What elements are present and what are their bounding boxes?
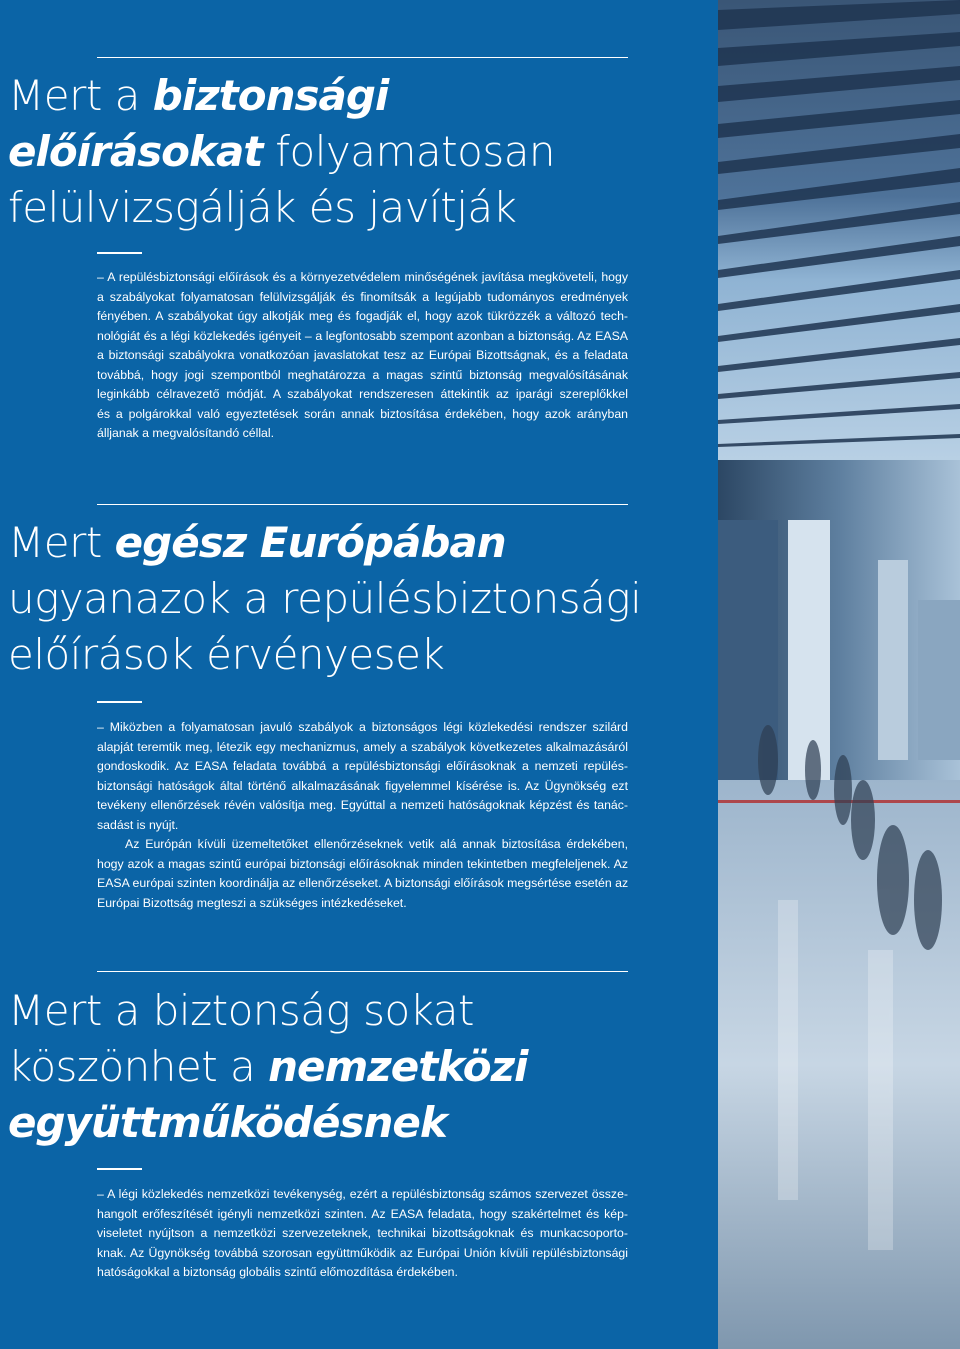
- body-line: hatóságokkal a biztonság globális szintű előmozdítása érdekében.: [97, 1265, 458, 1279]
- body-line: álljanak a megvalósítandó céllal.: [97, 426, 275, 440]
- airport-photo-image: [718, 0, 960, 1349]
- section-2-heading-line-3: előírások érvényesek: [8, 630, 445, 679]
- body-line: viseletet nyújtson a nemzetközi szervezeteknek, technikai bizottságoknak és munkacsoporto-: [97, 1226, 628, 1240]
- section-2-heading-line-1: Mert egész Európában: [8, 518, 506, 567]
- body-line: hangolt erőfeszítését igényli nemzetközi szinten. Az EASA feladata, hogy szakértelmet és kép-: [97, 1206, 628, 1221]
- section-3-dash: [97, 1168, 142, 1170]
- section-2-top-rule: [97, 504, 628, 505]
- body-line: EASA európai szinten koordinálja az ellenőrzéseket. A biztonsági előírások megsértése esetén az: [97, 876, 628, 890]
- section-3-heading-line-3: együttműködésnek: [8, 1098, 447, 1147]
- body-line: knak. Az Ügynökség továbbá szorosan együttműködik az Európai Unión kívüli repülésbiztonsági: [97, 1245, 628, 1260]
- body-line: Európai Bizottság megteszi a szükséges intézkedéseket.: [97, 895, 407, 910]
- section-1-heading: [8, 68, 708, 236]
- body-line: biztonsági hatóságok által történő alkalmazásának figyelemmel kísérése is. Az Ügynökség ezt: [97, 778, 628, 793]
- airport-terminal-photo: [718, 0, 960, 1349]
- body-line: sadást is nyújt.: [97, 817, 179, 832]
- section-3-heading: [8, 983, 708, 1151]
- body-line: továbbá, hogy jogi szempontból meghatározza a magas szintű biztonság megvalósításának: [97, 367, 628, 382]
- body-line: a szabályokat folyamatosan felülvizsgálják és finomítsák a legújabb tudományos eredmények: [97, 289, 628, 304]
- body-line: gondoskodik. Az EASA feladata továbbá a repülésbiztonsági előírásoknak a nemzeti repülés-: [97, 759, 628, 773]
- section-3-body: [97, 1185, 628, 1283]
- section-3-heading-line-2: köszönhet a nemzetközi: [8, 1042, 528, 1091]
- body-line: fényében. A szabályokat úgy alkotják meg és fogadják el, hogy azok tükrözzék a változó tech-: [97, 309, 628, 323]
- section-2-body: [97, 718, 628, 913]
- body-line: és a polgárokkal való egyeztetések során annak biztosítása érdekében, hogy azok arányban: [97, 406, 628, 421]
- section-1-body: [97, 268, 628, 444]
- body-line: Az Európán kívüli üzemeltetőket ellenőrzéseknek vetik alá annak biztosítása érdekében,: [125, 837, 628, 851]
- body-line: a biztonsági szabályokra vonatkozóan javaslatokat tesz az Európai Bizottságnak, és a feladata: [97, 348, 628, 362]
- body-line: nológiát és a légi közlekedés igényeit – a legfontosabb szempont azonban a biztonság. Az EASA: [97, 328, 628, 343]
- section-3-heading-line-1: Mert a biztonság sokat: [8, 986, 474, 1035]
- section-1-heading-line-1: Mert a biztonsági: [8, 71, 389, 120]
- body-line: tevékeny ellenőrzések révén valósítja meg. Egyúttal a nemzeti hatóságoknak képzést és tanác-: [97, 798, 628, 812]
- section-1-heading-line-2: előírásokat folyamatosan: [8, 127, 556, 176]
- section-2-heading-line-2: ugyanazok a repülésbiztonsági: [8, 574, 642, 623]
- section-1-heading-line-3: felülvizsgálják és javítják: [8, 183, 517, 232]
- body-line: – Miközben a folyamatosan javuló szabályok a biztonságos légi közlekedési rendszer szilárd: [97, 720, 628, 734]
- section-1-dash: [97, 252, 142, 254]
- section-1-top-rule: [97, 57, 628, 58]
- section-2-dash: [97, 701, 142, 703]
- body-line: – A repülésbiztonsági előírások és a környezetvédelem minőségének javítása megköveteli, hogy: [97, 270, 628, 284]
- section-3-top-rule: [97, 971, 628, 972]
- body-line: hogy azok a magas szintű európai biztonsági előírásoknak minden tekintetben megfeleljenek. Az: [97, 856, 628, 871]
- body-line: leginkább célravezető módját. A szabályokat rendszeresen áttekintik az iparági szereplőkkel: [97, 387, 628, 401]
- body-line: – A légi közlekedés nemzetközi tevékenység, ezért a repülésbiztonság számos szervezet össze-: [97, 1187, 628, 1201]
- section-2-heading: [8, 515, 708, 683]
- body-line: alapját teremtik meg, létezik egy mechanizmus, amely a szabályok következetes alkalmazásáról: [97, 739, 628, 754]
